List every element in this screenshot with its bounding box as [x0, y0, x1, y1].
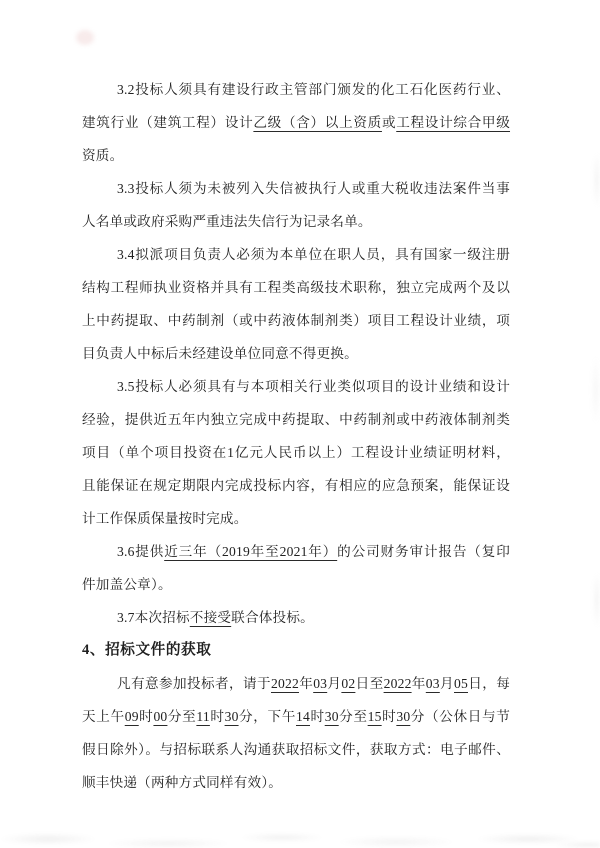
text-segment: 经验，提供近五年内独立完成中药提取、中药制剂或中药液体制剂类 [82, 412, 510, 427]
text-segment: 天上午 [82, 709, 125, 724]
text-segment: 时 [209, 709, 225, 724]
underlined-text: 不接受 [189, 610, 232, 625]
text-segment: 项目（单个项目投资在1亿元人民币以上）工程设计业绩证明材料， [82, 445, 510, 460]
text-segment: 时 [310, 709, 325, 724]
text-segment: 分至 [338, 709, 368, 724]
text-segment: 3.4拟派项目负责人必须为本单位在职人员，具有国家一级注册 [117, 247, 510, 262]
text-segment: 月 [327, 676, 342, 691]
clause-3-5-line-1 [82, 370, 510, 403]
text-segment: 时 [138, 709, 154, 724]
underlined-text: 2022 [383, 676, 412, 691]
text-segment: 人名单或政府采购严重违法失信行为记录名单。 [82, 214, 372, 229]
text-segment: 日，每 [468, 676, 510, 691]
clause-3-6-line-2 [82, 568, 510, 601]
text-segment: 日至 [355, 676, 384, 691]
text-segment: 的公司财务审计报告（复印 [337, 544, 511, 559]
text-segment: 4、招标文件的获取 [82, 642, 212, 658]
clause-3-5-line-4 [82, 469, 510, 502]
clause-3-4-line-2 [82, 271, 510, 304]
section-4-line-1 [82, 667, 510, 700]
underlined-text: 00 [153, 709, 168, 724]
text-segment: 建筑行业（建筑工程）设计 [82, 115, 254, 130]
clause-3-2-line-3 [82, 139, 510, 172]
scan-noise-right-edge [586, 120, 600, 720]
text-segment: 目负责人中标后未经建设单位同意不得更换。 [82, 346, 358, 361]
section-4-line-2 [82, 700, 510, 733]
text-segment: 3.5投标人必须具有与本项相关行业类似项目的设计业绩和设计 [117, 379, 510, 394]
underlined-text: 30 [324, 709, 339, 724]
underlined-text: 14 [296, 709, 310, 724]
underlined-text: 15 [367, 709, 382, 724]
text-segment: 年 [298, 676, 314, 691]
clause-3-3-line-1 [82, 172, 510, 205]
clause-3-5-line-2 [82, 403, 510, 436]
clause-3-5-line-3 [82, 436, 510, 469]
clause-3-5-line-5 [82, 502, 510, 535]
clause-3-6-line-1 [82, 535, 510, 568]
text-segment: 结构工程师执业资格并具有工程类高级技术职称，独立完成两个及以 [82, 280, 510, 295]
underlined-text: 30 [224, 709, 239, 724]
scan-noise-bottom-edge [0, 818, 600, 848]
underlined-text: 03 [313, 676, 328, 691]
clause-3-3-line-2 [82, 205, 510, 238]
text-segment: 3.3投标人须为未被列入失信被执行人或重大税收违法案件当事 [117, 181, 510, 196]
underlined-text: 2022 [270, 676, 299, 691]
text-segment: 件加盖公章）。 [82, 577, 172, 592]
clause-3-2-line-1 [82, 73, 510, 106]
underlined-text: 乙级（含）以上资质 [253, 115, 382, 130]
clause-3-4-line-4 [82, 337, 510, 370]
text-segment: 3.2投标人须具有建设行政主管部门颁发的化工石化医药行业、 [117, 82, 510, 97]
text-segment: 凡有意参加投标者，请于 [117, 676, 271, 691]
underlined-text: 11 [196, 709, 210, 724]
text-segment: 资质。 [82, 148, 124, 163]
text-segment: 月 [439, 676, 454, 691]
clause-3-4-line-3 [82, 304, 510, 337]
text-segment: 假日除外）。与招标联系人沟通获取招标文件，获取方式：电子邮件、 [82, 742, 510, 757]
text-segment: 联合体投标。 [231, 610, 314, 625]
text-segment: 时 [381, 709, 397, 724]
underlined-text: 09 [124, 709, 139, 724]
underlined-text: 05 [454, 676, 468, 691]
text-segment: 3.6提供 [117, 544, 165, 559]
clause-3-7-line-1 [82, 601, 510, 634]
underlined-text: 工程设计综合甲级 [396, 115, 511, 130]
underlined-text: 02 [341, 676, 356, 691]
document-body [82, 73, 510, 799]
heading-section-4 [82, 634, 510, 667]
section-4-line-3 [82, 733, 510, 766]
text-segment: 顺丰快递（两种方式同样有效）。 [82, 775, 283, 790]
text-segment: 计工作保质保量按时完成。 [82, 511, 248, 526]
clause-3-2-line-2 [82, 106, 510, 139]
underlined-text: 30 [396, 709, 411, 724]
text-segment: 年 [411, 676, 426, 691]
text-segment: 分（公休日与节 [410, 709, 511, 724]
text-segment: 分至 [167, 709, 197, 724]
text-segment: 上中药提取、中药制剂（或中药液体制剂类）项目工程设计业绩，项 [82, 313, 510, 328]
text-segment: 分，下午 [238, 709, 296, 724]
underlined-text: 03 [425, 676, 440, 691]
section-4-line-4 [82, 766, 510, 799]
text-segment: 且能保证在规定期限内完成投标内容，有相应的应急预案，能保证设 [82, 478, 510, 493]
text-segment: 或 [381, 115, 397, 130]
scan-artifact-spot [76, 30, 94, 45]
clause-3-4-line-1 [82, 238, 510, 271]
text-segment: 3.7本次招标 [117, 610, 190, 625]
underlined-text: 近三年（2019年至2021年） [164, 544, 338, 559]
